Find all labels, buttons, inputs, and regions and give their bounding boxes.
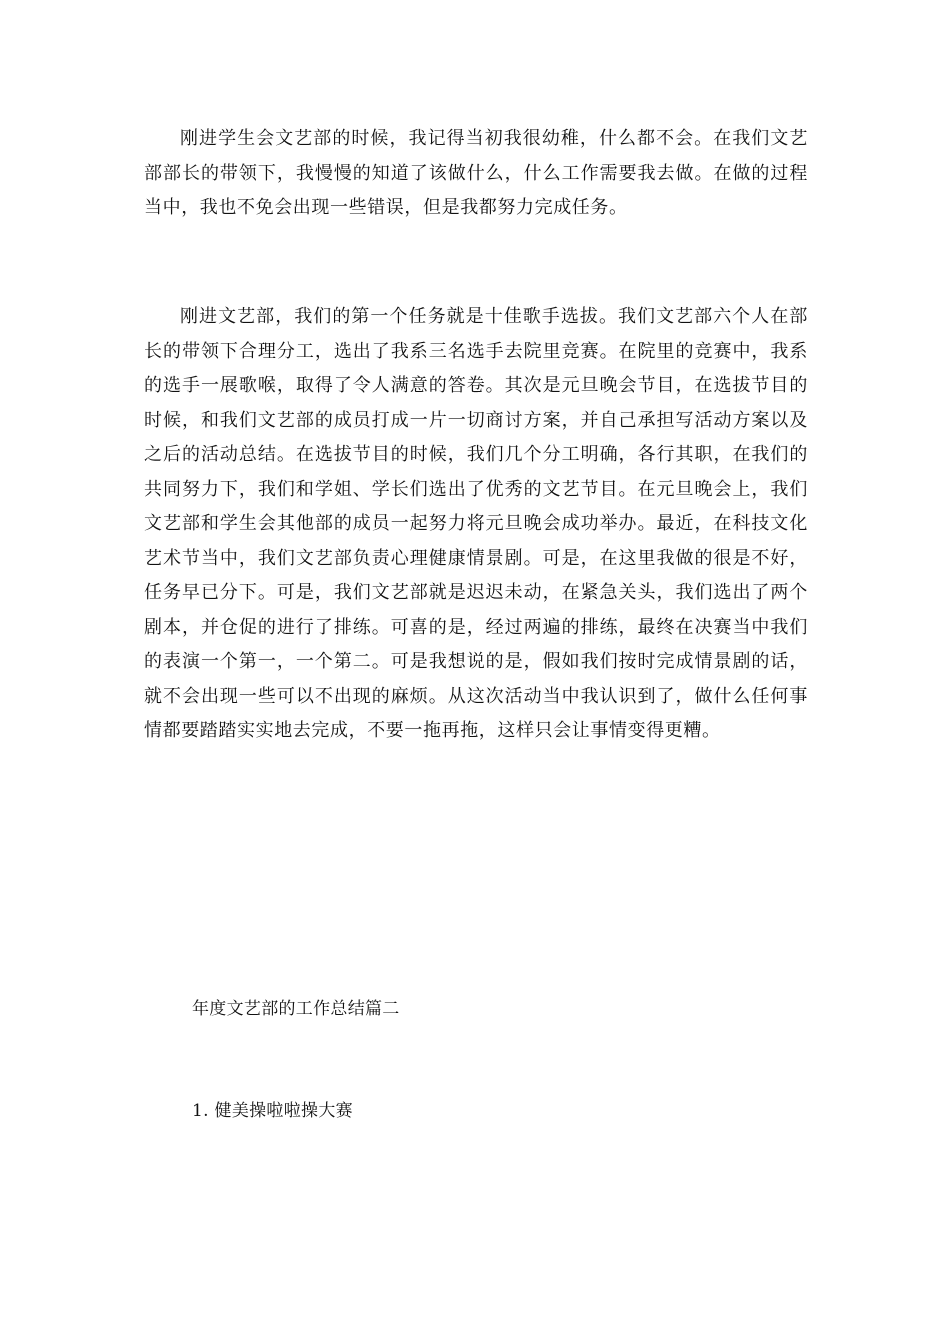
body-paragraph-2: 刚进文艺部，我们的第一个任务就是十佳歌手选拔。我们文艺部六个人在部长的带领下合理分工，选出了我系三名选手去院里竞赛。在院里的竞赛中，我系的选手一展歌喉，取得了令人满意的答卷。其次是元旦晚会节目，在选拔节目的时候，和我们文艺部的成员打成一片一切商讨方案，并自己承担写活动方案以及之后的活动总结。在选拔节目的时候，我们几个分工明确，各行其职，在我们的共同努力下，我们和学姐、学长们选出了优秀的文艺节目。在元旦晚会上，我们文艺部和学生会其他部的成员一起努力将元旦晚会成功举办。最近，在科技文化艺术节当中，我们文艺部负责心理健康情景剧。可是，在这里我做的很是不好，任务早已分下。可是，我们文艺部就是迟迟未动，在紧急关头，我们选出了两个剧本，并仓促的进行了排练。可喜的是，经过两遍的排练，最终在决赛当中我们的表演一个第一，一个第二。可是我想说的是，假如我们按时完成情景剧的话，就不会出现一些可以不出现的麻烦。从这次活动当中我认识到了，做什么任何事情都要踏踏实实地去完成，不要一拖再拖，这样只会让事情变得更糟。 [144, 306, 808, 741]
body-paragraph-1: 刚进学生会文艺部的时候，我记得当初我很幼稚，什么都不会。在我们文艺部部长的带领下，我慢慢的知道了该做什么，什么工作需要我去做。在做的过程当中，我也不免会出现一些错误，但是我都努力完成任务。 [144, 128, 808, 218]
section-heading: 年度文艺部的工作总结篇二 [192, 999, 400, 1019]
list-item: 1. 健美操啦啦操大赛 [192, 1101, 353, 1121]
